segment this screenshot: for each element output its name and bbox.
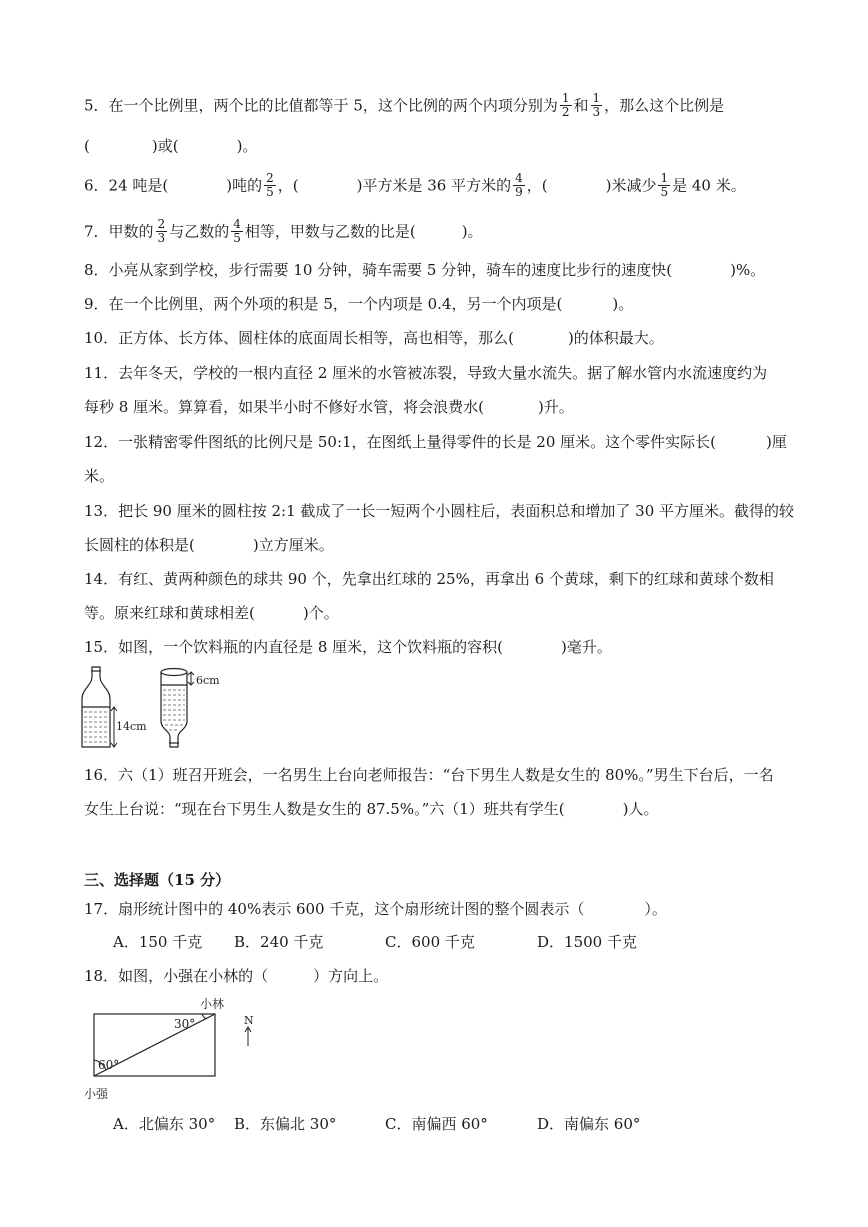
- option-b[interactable]: B．240 千克: [234, 933, 324, 951]
- question-5-line2: ( )或( )。: [84, 137, 258, 155]
- question-12-line2: 米。: [84, 467, 115, 485]
- question-17: 17．扇形统计图中的 40%表示 600 千克，这个扇形统计图的整个圆表示（ ）。: [84, 900, 667, 918]
- question-7: 7．甲数的 $\frac{2}{3}$ 与乙数的 $\frac{4}{5}$ 相等，甲数与乙数的比是( )。: [84, 217, 483, 245]
- question-15: 15．如图，一个饮料瓶的内直径是 8 厘米，这个饮料瓶的容积( )毫升。: [84, 638, 612, 656]
- option-a[interactable]: A．北偏东 30°: [113, 1115, 216, 1133]
- option-b[interactable]: B．东偏北 30°: [234, 1115, 337, 1133]
- direction-figure: [82, 994, 272, 1106]
- option-c[interactable]: C．南偏西 60°: [385, 1115, 488, 1133]
- option-d[interactable]: D．南偏东 60°: [537, 1115, 641, 1133]
- question-5: 5．在一个比例里，两个比的比值都等于 5，这个比例的两个内项分别为 $\frac{1}{2}$ 和 $\frac{1}{3}$ ，那么这个比例是: [84, 91, 725, 119]
- question-9: 9．在一个比例里，两个外项的积是 5，一个内项是 0.4，另一个内项是( )。: [84, 295, 634, 313]
- label-6cm: 6cm: [196, 674, 220, 687]
- q5-text: 5．在一个比例里，两个比的比值都等于 5，这个比例的两个内项分别为: [84, 96, 558, 115]
- question-8: 8．小亮从家到学校，步行需要 10 分钟，骑车需要 5 分钟，骑车的速度比步行的速度快( )%。: [84, 261, 766, 279]
- question-11-line2: 每秒 8 厘米。算算看，如果半小时不修好水管，将会浪费水( )升。: [84, 398, 574, 416]
- question-16: 16．六（1）班召开班会，一名男生上台向老师报告：“台下男生人数是女生的 80%。”男生下台后，一名: [84, 766, 774, 784]
- option-c[interactable]: C．600 千克: [385, 933, 475, 951]
- question-13-line2: 长圆柱的体积是( )立方厘米。: [84, 536, 334, 554]
- label-xiaolin: 小林: [200, 997, 225, 1011]
- upright-bottle: [82, 667, 110, 747]
- question-18: 18．如图，小强在小林的（ ）方向上。: [84, 967, 389, 985]
- fraction: $\frac{4}{9}$: [515, 171, 523, 199]
- option-a[interactable]: A．150 千克: [113, 933, 203, 951]
- question-11: 11．去年冬天，学校的一根内直径 2 厘米的水管被冻裂，导致大量水流失。据了解水管内水流速度约为: [84, 364, 768, 382]
- label-14cm: 14cm: [116, 720, 147, 733]
- fraction: $\frac{2}{5}$: [266, 171, 274, 199]
- fraction: $\frac{2}{3}$: [157, 217, 166, 245]
- label-xiaoqiang: 小强: [84, 1087, 109, 1101]
- label-angle-60: 60°: [98, 1058, 120, 1072]
- section-title-choice: 三、选择题（15 分）: [84, 871, 231, 889]
- water-fill-left: [84, 712, 108, 742]
- question-14: 14．有红、黄两种颜色的球共 90 个，先拿出红球的 25%，再拿出 6 个黄球，剩下的红球和黄球个数相: [84, 570, 774, 588]
- question-14-line2: 等。原来红球和黄球相差( )个。: [84, 604, 339, 622]
- fraction: $\frac{4}{5}$: [233, 217, 241, 245]
- question-6: 6．24 吨是( )吨的 $\frac{2}{5}$ ，( )平方米是 36 平方米的 $\frac{4}{9}$ ，( )米减少 $\frac{1}{5}$ 是 40 米。: [84, 171, 746, 199]
- fraction: $\frac{1}{2}$: [561, 91, 570, 119]
- label-angle-30: 30°: [174, 1017, 196, 1031]
- question-12: 12．一张精密零件图纸的比例尺是 50:1，在图纸上量得零件的长是 20 厘米。这个零件实际长( )厘: [84, 433, 787, 451]
- fraction: $\frac{1}{3}$: [592, 91, 601, 119]
- inverted-bottle: [161, 669, 187, 748]
- north-arrow-icon: [245, 1027, 251, 1046]
- angle-arc-top: [202, 1014, 206, 1019]
- north-label: N: [244, 1014, 254, 1027]
- question-13: 13．把长 90 厘米的圆柱按 2:1 截成了一长一短两个小圆柱后，表面积总和增加了 30 平方厘米。截得的较: [84, 502, 795, 520]
- water-fill-right: [163, 690, 185, 730]
- fraction: $\frac{1}{5}$: [660, 171, 669, 199]
- question-16-line2: 女生上台说：“现在台下男生人数是女生的 87.5%。”六（1）班共有学生( )人。: [84, 800, 659, 818]
- bottle-figure: [78, 663, 248, 755]
- option-d[interactable]: D．1500 千克: [537, 933, 637, 951]
- question-10: 10．正方体、长方体、圆柱体的底面周长相等，高也相等，那么( )的体积最大。: [84, 329, 664, 347]
- height-arrow-6cm: [188, 672, 194, 685]
